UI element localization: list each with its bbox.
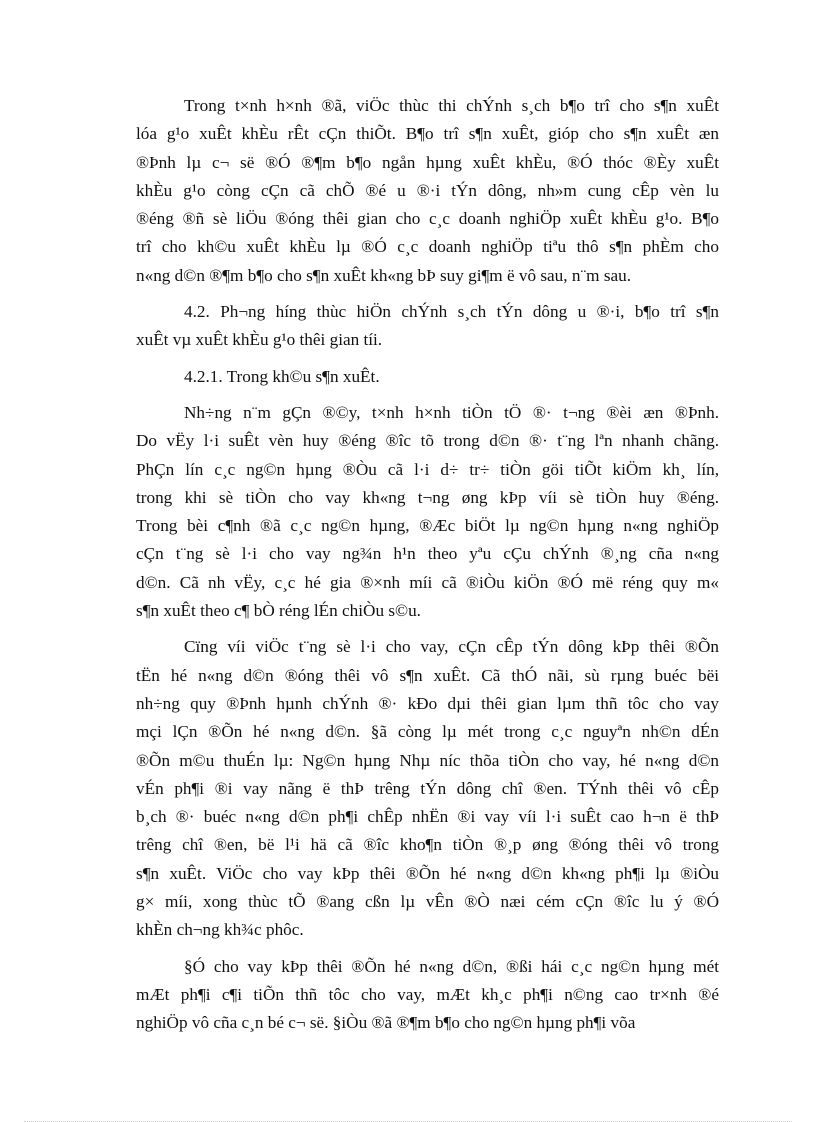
- text-line: Trong t×nh h×nh ®ã, viÖc thùc thi chÝnh s¸ch b¶o trî cho s¶n xuÊt: [184, 96, 719, 115]
- text-line: nghiÖp vô cña c¸n bé c¬ së. §iÒu ®ã ®¶m b¶o cho ng©n hµng ph¶i võa: [136, 1013, 636, 1033]
- text-line: cÇn t¨ng sè l·i cho vay ng¾n h¹n theo yªu cÇu chÝnh ®¸ng cña n«ng: [136, 544, 719, 564]
- text-line: trî cho kh©u xuÊt khÈu lµ ®Ó c¸c doanh nghiÖp tiªu thô s¶n phÈm cho: [136, 237, 719, 257]
- text-line: PhÇn lín c¸c ng©n hµng ®Òu cã l·i d÷ tr÷ tiÒn göi tiÕt kiÖm kh¸ lín,: [136, 459, 719, 479]
- text-line: Trong bèi c¶nh ®ã c¸c ng©n hµng, ®Æc biÖt lµ ng©n hµng n«ng nghiÖp: [136, 516, 719, 536]
- text-line: khÈu g¹o còng cÇn cã chÕ ®é u ®·i tÝn dông, nh»m cung cÊp vèn lu: [136, 180, 719, 200]
- text-line: ®éng ®ñ sè liÖu ®óng thêi gian cho c¸c doanh nghiÖp xuÊt khÈu g¹o. B¶o: [136, 209, 719, 229]
- text-line: vÉn ph¶i ®i vay nãng ë thÞ trêng tÝn dông chî ®en. TÝnh thêi vô cÊp: [136, 778, 719, 798]
- paragraph: [136, 633, 719, 944]
- text-line: Nh÷ng n¨m gÇn ®©y, t×nh h×nh tiÒn tÖ ®· t¬ng ®èi æn ®Þnh.: [184, 402, 719, 422]
- text-line: d©n. Cã nh vËy, c¸c hé gia ®×nh míi cã ®iÒu kiÖn ®Ó më réng quy m«: [136, 572, 719, 592]
- body-text: [136, 92, 719, 1046]
- paragraph: [136, 953, 719, 1038]
- text-line: n«ng d©n ®¶m b¶o cho s¶n xuÊt kh«ng bÞ suy gi¶m ë vô sau, n¨m sau.: [136, 265, 632, 285]
- text-line: 4.2. Ph¬ng híng thùc hiÖn chÝnh s¸ch tÝn dông u ®·i, b¶o trî s¶n: [184, 302, 719, 322]
- text-line: ®Õn m©u thuÉn lµ: Ng©n hµng Nhµ níc thõa tiÒn cho vay, hé n«ng d©n: [136, 750, 719, 770]
- text-line: §Ó cho vay kÞp thêi ®Õn hé n«ng d©n, ®ßi hái c¸c ng©n hµng mét: [184, 956, 719, 976]
- text-line: lóa g¹o xuÊt khÈu rÊt cÇn thiÕt. B¶o trî s¶n xuÊt, gióp cho s¶n xuÊt æn: [136, 124, 719, 144]
- text-line: khÈn ch¬ng kh¾c phôc.: [136, 920, 304, 940]
- text-line: mÆt ph¶i c¶i tiÕn thñ tôc cho vay, mÆt kh¸c ph¶i n©ng cao tr×nh ®é: [136, 984, 719, 1004]
- paragraph: [136, 399, 719, 625]
- section-heading: [136, 298, 719, 355]
- section-heading: [136, 363, 719, 391]
- text-line: trong khi sè tiÒn cho vay kh«ng t¬ng øng kÞp víi sè tiÒn huy ®éng.: [136, 487, 719, 507]
- text-line: g× míi, xong thùc tÕ ®ang cßn lµ vÊn ®Ò næi cém cÇn ®îc lu ý ®Ó: [136, 892, 719, 912]
- text-line: tËn hé n«ng d©n ®óng thêi vô s¶n xuÊt. Cã thÓ nãi, sù rµng buéc bëi: [136, 665, 719, 685]
- text-line: ®Þnh lµ c¬ së ®Ó ®¶m b¶o ngån hµng xuÊt khÈu, ®Ó thóc ®Èy xuÊt: [136, 152, 719, 172]
- text-line: Do vËy l·i suÊt vèn huy ®éng ®îc tõ trong d©n ®· t¨ng lªn nhanh chãng.: [136, 431, 719, 451]
- text-line: mçi lÇn ®Õn hé n«ng d©n. §ã còng lµ mét trong c¸c nguyªn nh©n dÉn: [136, 722, 719, 742]
- paragraph: [136, 92, 719, 290]
- page-bottom-rule: [24, 1121, 792, 1122]
- text-line: xuÊt vµ xuÊt khÈu g¹o thêi gian tíi.: [136, 330, 383, 350]
- text-line: nh÷ng quy ®Þnh hµnh chÝnh ®· kÐo dµi thêi gian lµm thñ tôc cho vay: [136, 693, 719, 713]
- text-line: Cïng víi viÖc t¨ng sè l·i cho vay, cÇn cÊp tÝn dông kÞp thêi ®Õn: [184, 637, 719, 657]
- text-line: s¶n xuÊt. ViÖc cho vay kÞp thêi ®Õn hé n«ng d©n kh«ng ph¶i lµ ®iÒu: [136, 863, 719, 883]
- text-line: 4.2.1. Trong kh©u s¶n xuÊt.: [184, 366, 380, 386]
- text-line: trêng chî ®en, bë l¹i hä cã ®îc kho¶n tiÒn ®¸p øng ®óng thêi vô trong: [136, 835, 719, 855]
- text-line: s¶n xuÊt theo c¶ bÒ réng lÉn chiÒu s©u.: [136, 601, 421, 621]
- text-line: b¸ch ®· buéc n«ng d©n ph¶i chÊp nhËn ®i vay víi l·i suÊt cao h¬n ë thÞ: [136, 807, 719, 827]
